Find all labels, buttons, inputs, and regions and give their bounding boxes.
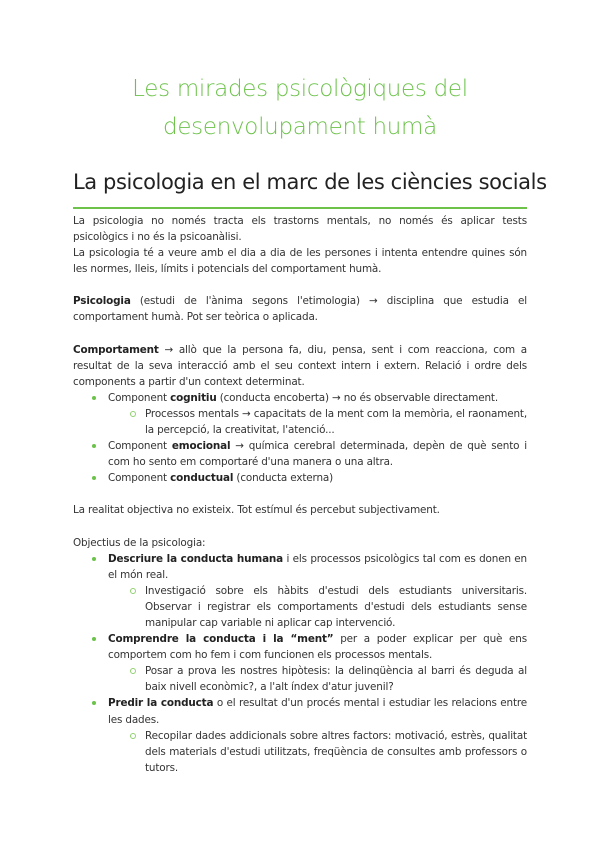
heading-divider — [73, 207, 527, 209]
list-item: Component conductual (conducta externa) — [73, 470, 527, 486]
document-title: Les mirades psicològiques del desenvolupament humà — [132, 76, 468, 140]
objectius-label: Objectius de la psicologia: — [73, 536, 206, 549]
section-heading: La psicologia en el marc de les ciències socials — [73, 170, 547, 194]
psicologia-definition: Psicologia (estudi de l'ànima segons l'etimologia) → disciplina que estudia el comportament humà. Pot ser teòrica o aplicada. — [73, 295, 527, 324]
list-item: Descriure la conducta humana i els processos psicològics tal com es donen en el món real. — [73, 551, 527, 583]
sub-list-item: Posar a prova les nostres hipòtesis: la delinqüència al barri és deguda al baix nivell econòmic?, a l'alt índex d'atur juvenil? — [73, 663, 527, 695]
realitat-paragraph: La realitat objectiva no existeix. Tot estímul és percebut subjectivament. — [73, 504, 440, 517]
sub-list-item: Processos mentals → capacitats de la ment com la memòria, el raonament, la percepció, la creativitat, l'atenció... — [73, 406, 527, 438]
list-item: Predir la conducta o el resultat d'un procés mental i estudiar les relacions entre les dades. — [73, 695, 527, 727]
list-item: Component cognitiu (conducta encoberta) → no és observable directament. — [73, 390, 527, 406]
document-body — [73, 213, 527, 776]
sub-list-item: Investigació sobre els hàbits d'estudi dels estudiants universitaris. Observar i registrar els comportaments d'estudi dels estudiants sense manipular cap variable ni aplicar cap intervenció. — [73, 583, 527, 631]
list-item: Comprendre la conducta i la “ment” per a poder explicar per què ens comportem com ho fem i com funcionen els processos mentals. — [73, 631, 527, 663]
components-list — [73, 390, 527, 487]
intro-paragraph: La psicologia no només tracta els trastorns mentals, no només és aplicar tests psicològics i no és la psicoanàlisi. — [73, 215, 527, 244]
comportament-definition: Comportament → allò que la persona fa, diu, pensa, sent i com reacciona, com a resultat de la seva interacció amb el seu context intern i extern. Relació i ordre dels components a partir d'un context determinat. — [73, 343, 527, 388]
intro-paragraph: La psicologia té a veure amb el dia a dia de les persones i intenta entendre quines són les normes, lleis, límits i potencials del comportament humà. — [73, 247, 527, 276]
sub-list-item: Recopilar dades addicionals sobre altres factors: motivació, estrès, qualitat dels materials d'estudi utilitzats, freqüència de consultes amb professors o tutors. — [73, 728, 527, 776]
list-item: Component emocional → química cerebral determinada, depèn de què sento i com ho sento em comportaré d'una manera o una altra. — [73, 438, 527, 470]
objectius-list — [73, 551, 527, 776]
